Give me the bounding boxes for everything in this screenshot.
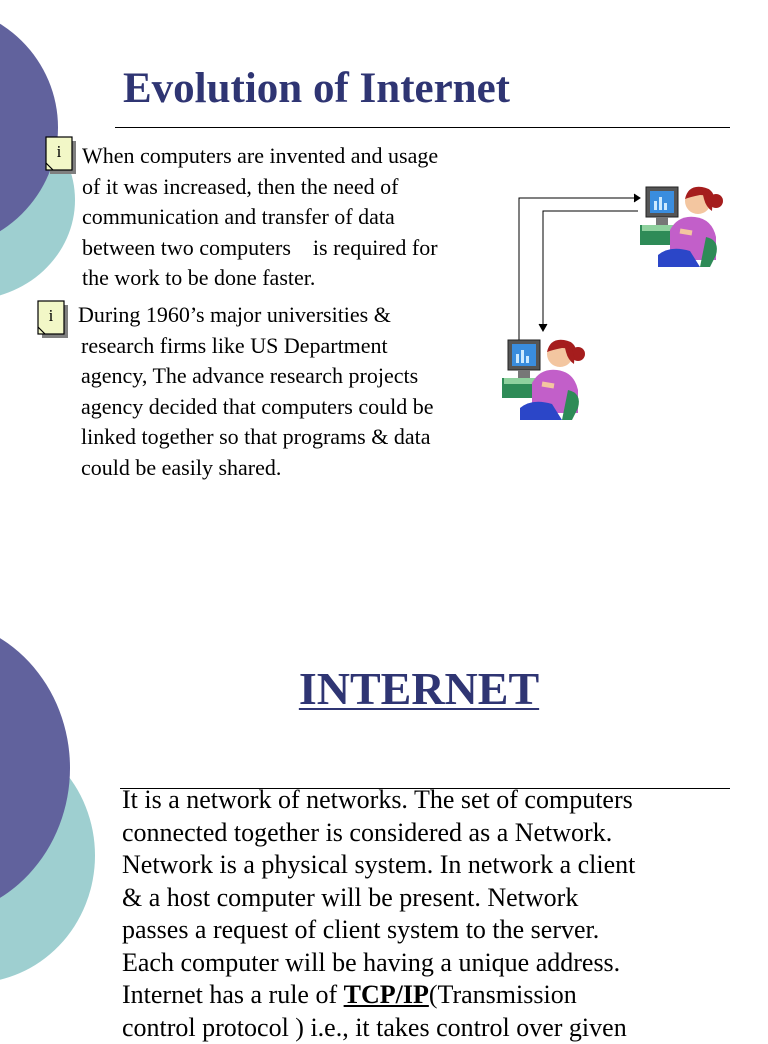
bullet-1-line: between two computers is required for [82,233,438,264]
slide-title: INTERNET [0,662,768,715]
tcp-ip-term: TCP/IP [344,980,429,1009]
body-line [122,979,635,1012]
network-diagram [500,180,750,440]
body-line-suffix: (Transmission [429,980,577,1009]
body-line: connected together is considered as a Network. [122,817,635,850]
body-line: Each computer will be having a unique address. [122,947,635,980]
bullet-2-line: agency, The advance research projects [78,361,433,392]
connection-arrows [519,194,640,340]
svg-text:i: i [57,142,62,161]
bullet-1-line: of it was increased, then the need of [82,172,438,203]
bullet-2-line: could be easily shared. [78,453,433,484]
bullet-2-line: During 1960’s major universities & [78,300,433,331]
slide-internet [0,618,768,1024]
bullet-1-line: When computers are invented and usage [82,141,438,172]
user-at-computer-icon [502,340,585,420]
info-note-icon [44,136,78,176]
info-note-icon [36,300,70,340]
body-line: control protocol ) i.e., it takes control over given [122,1012,635,1044]
body-line: passes a request of client system to the server. [122,914,635,947]
bullet-2-line: agency decided that computers could be [78,392,433,423]
bullet-1-line: the work to be done faster. [82,263,438,294]
title-divider [115,127,730,128]
body-line: Network is a physical system. In network a client [122,849,635,882]
body-line: & a host computer will be present. Network [122,882,635,915]
bullet-2-text [78,300,433,484]
bullet-2-line: linked together so that programs & data [78,422,433,453]
slide-title: Evolution of Internet [123,64,510,113]
body-line-prefix: Internet has a rule of [122,980,344,1009]
bullet-1-line: communication and transfer of data [82,202,438,233]
internet-body-text [122,784,635,1044]
svg-text:i: i [49,306,54,325]
slide-evolution [0,0,768,512]
bullet-1-text [82,141,438,294]
bullet-2-line: research firms like US Department [78,331,433,362]
user-at-computer-icon [640,187,723,267]
body-line: It is a network of networks. The set of computers [122,784,635,817]
